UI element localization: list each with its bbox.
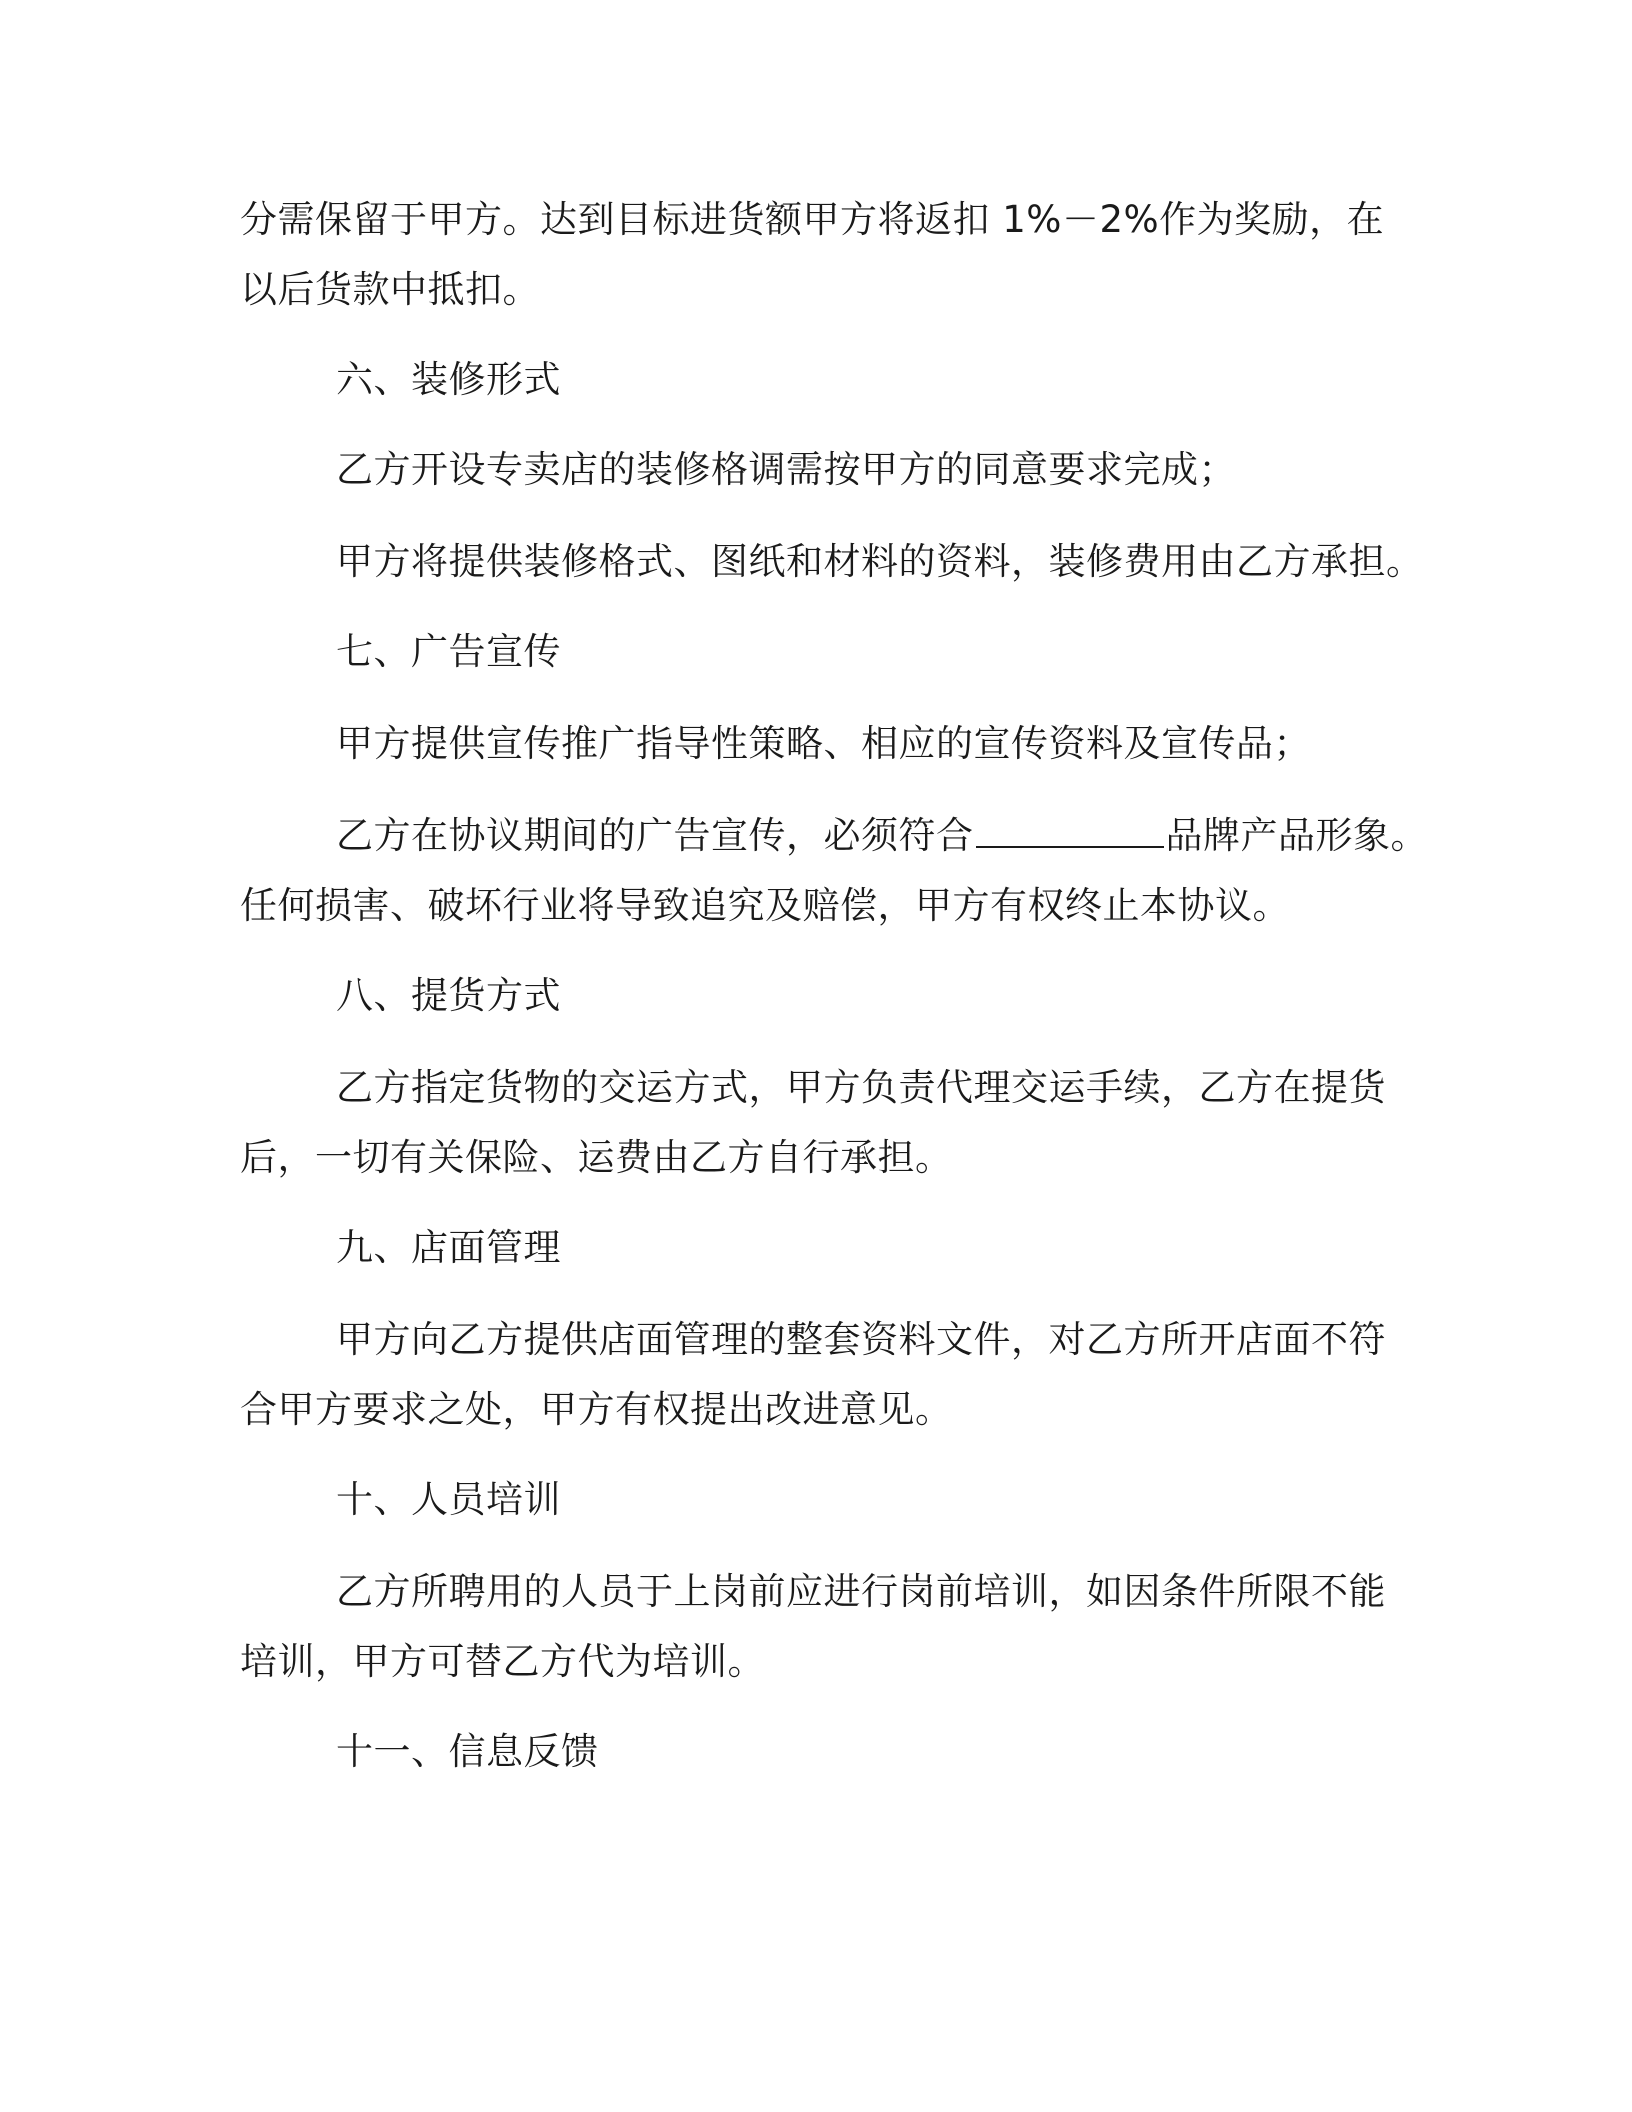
section-heading: 十一、信息反馈 (336, 1730, 599, 1773)
section-heading: 九、店面管理 (336, 1226, 561, 1269)
body-text-line: 合甲方要求之处，甲方有权提出改进意见。 (240, 1388, 953, 1431)
body-text-line: 以后货款中抵扣。 (240, 268, 540, 311)
text-after-blank: 品牌产品形象。 (1165, 814, 1428, 857)
body-text-line: 甲方将提供装修格式、图纸和材料的资料，装修费用由乙方承担。 (336, 540, 1424, 583)
body-text-line: 分需保留于甲方。达到目标进货额甲方将返扣 1%－2%作为奖励，在 (240, 198, 1385, 241)
text-before-blank: 乙方在协议期间的广告宣传，必须符合 (336, 814, 974, 857)
body-text-line: 任何损害、破坏行业将导致追究及赔偿，甲方有权终止本协议。 (240, 884, 1290, 927)
section-heading: 七、广告宣传 (336, 630, 561, 673)
section-heading: 十、人员培训 (336, 1478, 561, 1521)
section-heading: 八、提货方式 (336, 974, 561, 1017)
body-text-line: 乙方指定货物的交运方式，甲方负责代理交运手续，乙方在提货 (336, 1066, 1386, 1109)
body-text-line: 乙方开设专卖店的装修格调需按甲方的同意要求完成； (336, 448, 1236, 491)
body-text-line: 培训，甲方可替乙方代为培训。 (240, 1640, 765, 1683)
body-text-line: 甲方提供宣传推广指导性策略、相应的宣传资料及宣传品； (336, 722, 1311, 765)
body-text-line (336, 812, 1428, 860)
body-text-line: 后，一切有关保险、运费由乙方自行承担。 (240, 1136, 953, 1179)
body-text-line: 乙方所聘用的人员于上岗前应进行岗前培训，如因条件所限不能 (336, 1570, 1386, 1613)
body-text-line: 甲方向乙方提供店面管理的整套资料文件，对乙方所开店面不符 (336, 1318, 1386, 1361)
brand-blank-field (976, 816, 1164, 848)
section-heading: 六、装修形式 (336, 358, 561, 401)
